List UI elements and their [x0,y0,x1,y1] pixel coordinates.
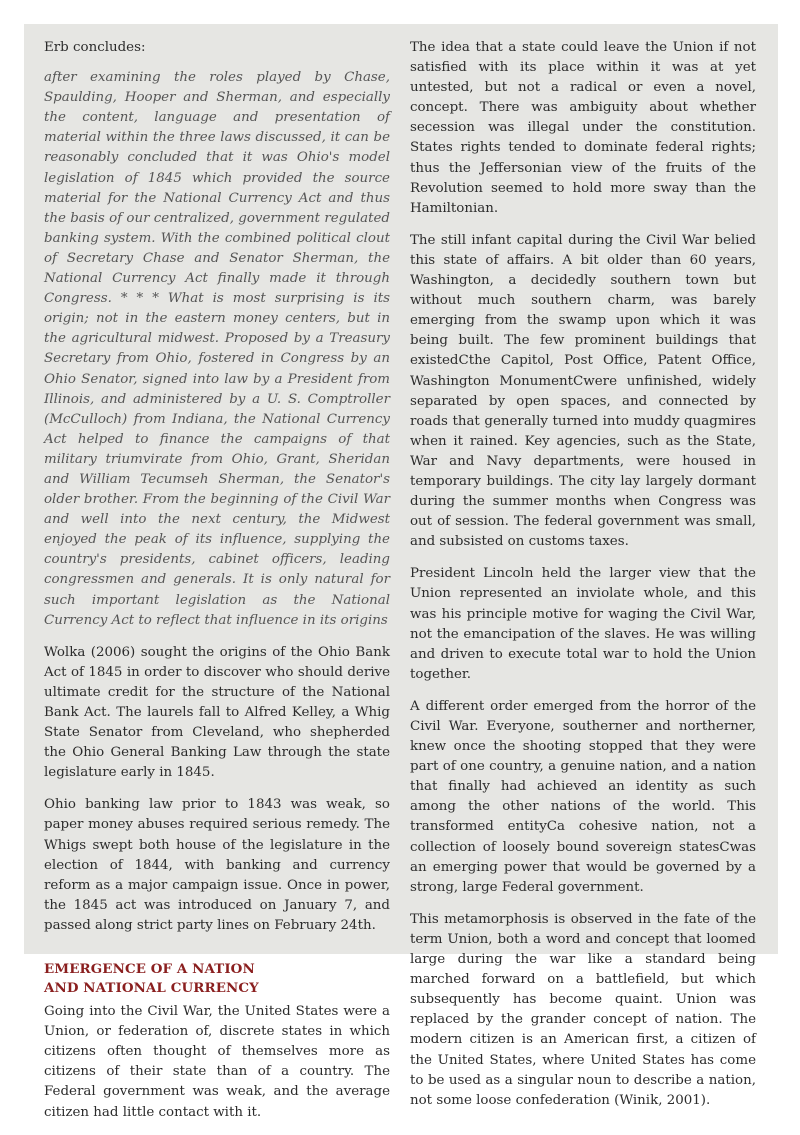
section-heading-line1: EMERGENCE OF A NATION [44,961,255,978]
paragraph-capital: The still infant capital during the Civil War belied this state of affairs. A bit older than 60 years, Washington, a decidedly southern town but without much southern charm, was barely emerging from the swamp upon which it was being built. The few prominent buildings that existedCthe Capitol, Post Office, Patent Office, Washington MonumentCwere unfinished, widely separated by open spaces, and connected by roads that generally turned into muddy quagmires when it rained. Key agencies, such as the State, War and Navy departments, were housed in temporary buildings. The city lay largely dormant during the summer months when Congress was out of session. The federal government was small, and subsisted on customs taxes. [410,232,756,550]
paragraph-lincoln: President Lincoln held the larger view that the Union represented an inviolate whole, and this was his principle motive for waging the Civil War, not the emancipation of the slaves. He was willing and driven to execute total war to hold the Union together. [410,566,756,682]
intro-text: Erb concludes: [44,40,146,55]
paragraph-new-order: A different order emerged from the horror of the Civil War. Everyone, southerner and northerner, knew once the shooting stopped that they were part of one country, a genuine nation, and a nation that finally had achieved an identity as such among the other nations of the world. This transformed entityCa cohesive nation, not a collection of loosely bound sovereign statesCwas an emerging power that would be governed by a strong, large Federal government. [410,698,756,895]
left-column [44,38,390,1135]
block-quote: after examining the roles played by Chase, Spaulding, Hooper and Sherman, and especially the content, language and presentation of material within the three laws discussed, it can be reasonably concluded that it was Ohio's model legislation of 1845 which provided the source material for the National Currency Act and thus the basis of our centralized, government regulated banking system. With the combined political clout of Secretary Chase and Senator Sherman, the National Currency Act finally made it through Congress. * * * What is most surprising is its origin; not in the eastern money centers, but in the agricultural midwest. Proposed by a Treasury Secretary from Ohio, fostered in Congress by an Ohio Senator, signed into law by a President from Illinois, and administered by a U. S. Comptroller (McCulloch) from Indiana, the National Currency Act helped to finance the campaigns of that military triumvirate from Ohio, Grant, Sheridan and William Tecumseh Sherman, the Senator's older brother. From the beginning of the Civil War and well into the next century, the Midwest enjoyed the peak of its influence, supplying the country's presidents, cabinet officers, leading congressmen and generals. It is only natural for such important legislation as the National Currency Act to reflect that influence in its origins [44,70,390,628]
section-heading-line2: AND NATIONAL CURRENCY [44,980,259,997]
document-page [24,24,778,1120]
paragraph-secession: The idea that a state could leave the Union if not satisfied with its place within it was at yet untested, but not a radical or even a novel, concept. There was ambiguity about whether secession was illegal under the constitution. States rights tended to dominate federal rights; thus the Jeffersonian view of the fruits of the Revolution seemed to hold more sway than the Hamiltonian. [410,40,756,216]
paragraph-civil-war-union: Going into the Civil War, the United States were a Union, or federation of, discrete states in which citizens often thought of themselves more as citizens of their state than of a country. The Federal government was weak, and the average citizen had little contact with it. [44,1004,390,1120]
right-column [410,38,756,1123]
paragraph-wolka: Wolka (2006) sought the origins of the Ohio Bank Act of 1845 in order to discover who should derive ultimate credit for the structure of the National Bank Act. The laurels fall to Alfred Kelley, a Whig State Senator from Cleveland, who shepherded the Ohio General Banking Law through the state legislature early in 1845. [44,644,390,781]
paragraph-ohio-banking-law: Ohio banking law prior to 1843 was weak, so paper money abuses required serious remedy. The Whigs swept both house of the legislature in the election of 1844, with banking and currency reform as a major campaign issue. Once in power, the 1845 act was introduced on January 7, and passed along strict party lines on February 24th. [44,797,390,933]
paragraph-metamorphosis: This metamorphosis is observed in the fate of the term Union, both a word and concept that loomed large during the war like a standard being marched forward on a battlefield, but which subsequently has become quaint. Union was replaced by the grander concept of nation. The modern citizen is an American first, a citizen of the United States, where United States has come to be used as a singular noun to describe a nation, not some loose confederation (Winik, 2001). [410,911,756,1108]
section-heading [44,960,390,998]
